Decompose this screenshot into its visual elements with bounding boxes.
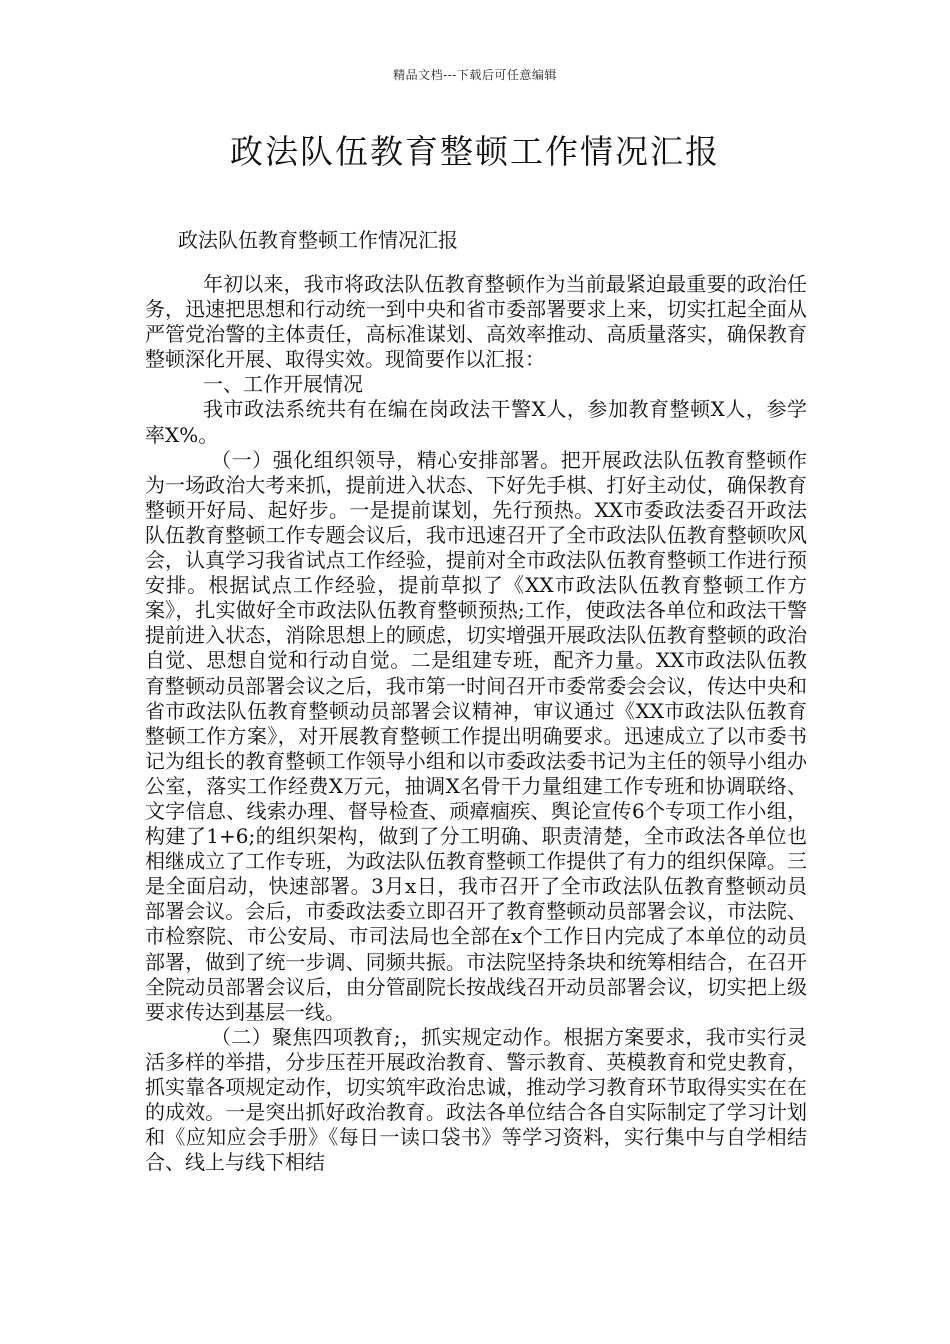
document-body xyxy=(145,272,807,1175)
document-subtitle: 政法队伍教育整顿工作情况汇报 xyxy=(178,228,458,252)
personnel-paragraph: 我市政法系统共有在编在岗政法干警X人，参加教育整顿X人，参学率X%。 xyxy=(145,397,807,447)
header-note: 精品文档---下载后可任意编辑 xyxy=(393,68,557,82)
organization-paragraph: （一）强化组织领导，精心安排部署。把开展政法队伍教育整顿作为一场政治大考来抓，提前进入状态、下好先手棋、打好主动仗，确保教育整顿开好局、起好步。一是提前谋划，先行预热。XX市委政法委召开政法队伍教育整顿工作专题会议后，我市迅速召开了全市政法队伍教育整顿吹风会，认真学习我省试点工作经验，提前对全市政法队伍教育整顿工作进行预安排。根据试点工作经验，提前草拟了《XX市政法队伍教育整顿工作方案》，扎实做好全市政法队伍教育整顿预热;工作，使政法各单位和政法干警提前进入状态，消除思想上的顾虑，切实增强开展政法队伍教育整顿的政治自觉、思想自觉和行动自觉。二是组建专班，配齐力量。XX市政法队伍教育整顿动员部署会议之后，我市第一时间召开市委常委会会议，传达中央和省市政法队伍教育整顿动员部署会议精神，审议通过《XX市政法队伍教育整顿工作方案》，对开展教育整顿工作提出明确要求。迅速成立了以市委书记为组长的教育整顿工作领导小组和以市委政法委书记为主任的领导小组办公室，落实工作经费X万元，抽调X名骨干力量组建工作专班和协调联络、文字信息、线索办理、督导检查、顽瘴痼疾、舆论宣传6个专项工作小组，构建了1+6;的组织架构，做到了分工明确、职责清楚，全市政法各单位也相继成立了工作专班，为政法队伍教育整顿工作提供了有力的组织保障。三是全面启动，快速部署。3月x日，我市召开了全市政法队伍教育整顿动员部署会议。会后，市委政法委立即召开了教育整顿动员部署会议，市法院、市检察院、市公安局、市司法局也全部在x个工作日内完成了本单位的动员部署，做到了统一步调、同频共振。市法院坚持条块和统筹相结合，在召开全院动员部署会议后，由分管副院长按战线召开动员部署会议，切实把上级要求传达到基层一线。 xyxy=(145,447,807,1024)
intro-paragraph: 年初以来，我市将政法队伍教育整顿作为当前最紧迫最重要的政治任务，迅速把思想和行动统一到中央和省市委部署要求上来，切实扛起全面从严管党治警的主体责任，高标准谋划、高效率推动、高质量落实，确保教育整顿深化开展、取得实效。现简要作以汇报： xyxy=(145,272,807,372)
document-title: 政法队伍教育整顿工作情况汇报 xyxy=(230,132,720,171)
education-paragraph: （二）聚焦四项教育;，抓实规定动作。根据方案要求，我市实行灵活多样的举措，分步压茬开展政治教育、警示教育、英模教育和党史教育，抓实靠各项规定动作，切实筑牢政治忠诚，推动学习教育环节取得实实在在的成效。一是突出抓好政治教育。政法各单位结合各自实际制定了学习计划和《应知应会手册》《每日一读口袋书》等学习资料，实行集中与自学相结合、线上与线下相结 xyxy=(145,1024,807,1175)
section-heading: 一、工作开展情况 xyxy=(203,372,363,397)
